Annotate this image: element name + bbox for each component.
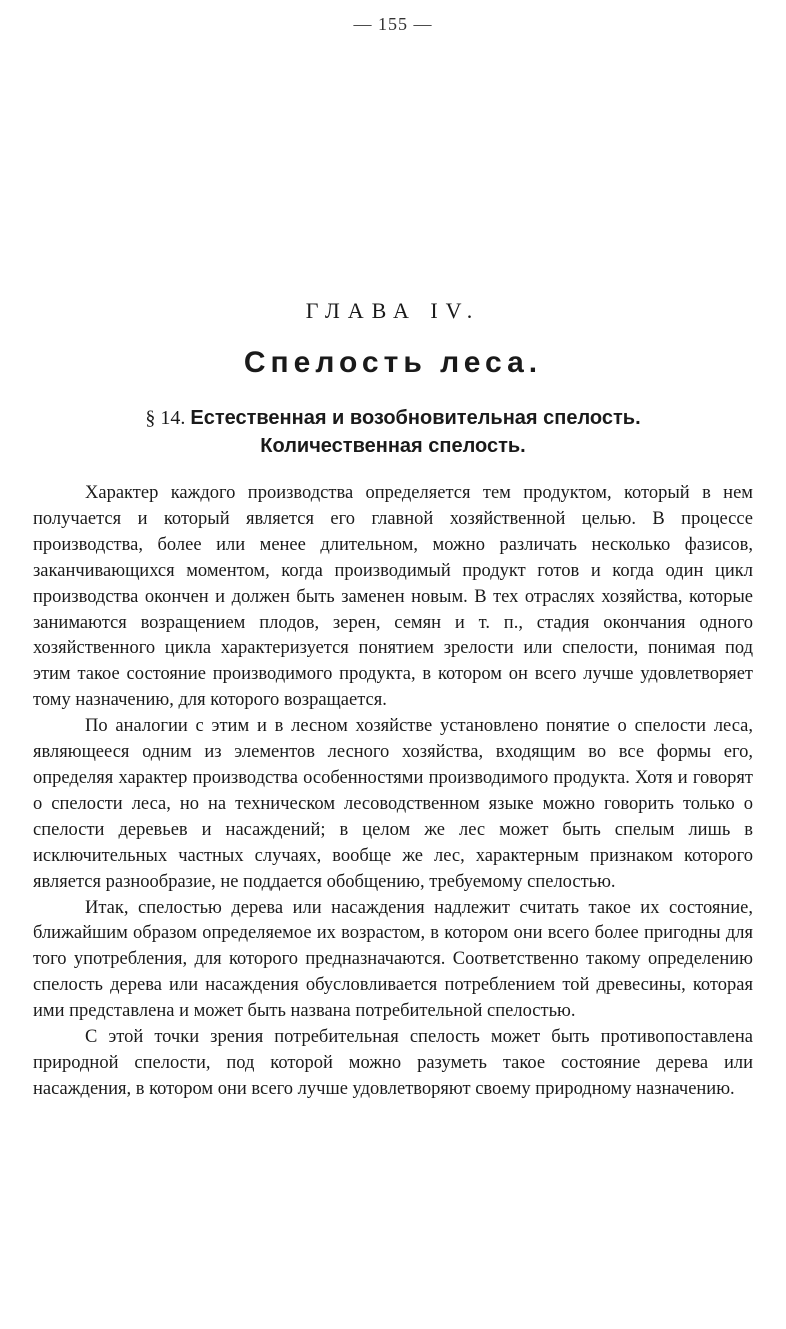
section-heading-line-1 bbox=[0, 404, 786, 432]
paragraph-1: Характер каждого производства определяется тем продуктом, который в нем получается и который является его главной хозяйственной целью. В процессе производства, более или менее длительном, можно различать несколько фазисов, заканчивающихся моментом, когда производимый продукт готов и когда один цикл производства окончен и должен быть заменен новым. В тех отраслях хозяйства, которые занимаются возращением плодов, зерен, семян и т. п., стадия окончания одного хозяйственного цикла характеризуется понятием зрелости или спелости, понимая под этим такое состояние производимого продукта, в котором он всего лучше удовлетворяет тому назначению, для которого возращается. bbox=[33, 483, 753, 711]
section-number: § 14. bbox=[145, 407, 186, 429]
section-heading bbox=[0, 404, 786, 460]
page-number: — 155 — bbox=[353, 14, 433, 34]
section-title-line-1: Естественная и возобновительная спелость. bbox=[190, 407, 641, 429]
section-title-line-2: Количественная спелость. bbox=[260, 435, 526, 457]
paragraph-3: Итак, спелостью дерева или насаждения надлежит считать такое их состояние, ближайшим образом определяемое их возрастом, в котором они всего более пригодны для того употребления, для которого предназначаются. Соответственно такому определению спелость дерева или насаждения обусловливается потреблением той древесины, которая ими представлена и может быть названа потребительной спелостью. bbox=[33, 897, 753, 1022]
chapter-title: Спелость леса. bbox=[243, 346, 543, 379]
paragraph-2: По аналогии с этим и в лесном хозяйстве установлено понятие о спелости леса, являющееся одним из элементов лесного хозяйства, входящим во все формы его, определяя характер производства особенностями производимого продукта. Хотя и говорят о спелости леса, но на техническом лесоводственном языке можно говорить только о спелости деревьев и насаждений; в целом же лес может быть спелым лишь в исключительных частных случаях, вообще же лес, характерным признаком которого является разнообразие, не поддается обобщению, требуемому спелостью. bbox=[33, 716, 753, 892]
chapter-label: ГЛАВА IV. bbox=[305, 298, 481, 323]
body-text bbox=[33, 481, 753, 1103]
paragraph-4: С этой точки зрения потребительная спелость может быть противопоставлена природной спелости, под которой можно разуметь такое состояние дерева или насаждения, в котором они всего лучше удовлетворяют своему природному назначению. bbox=[33, 1027, 753, 1099]
